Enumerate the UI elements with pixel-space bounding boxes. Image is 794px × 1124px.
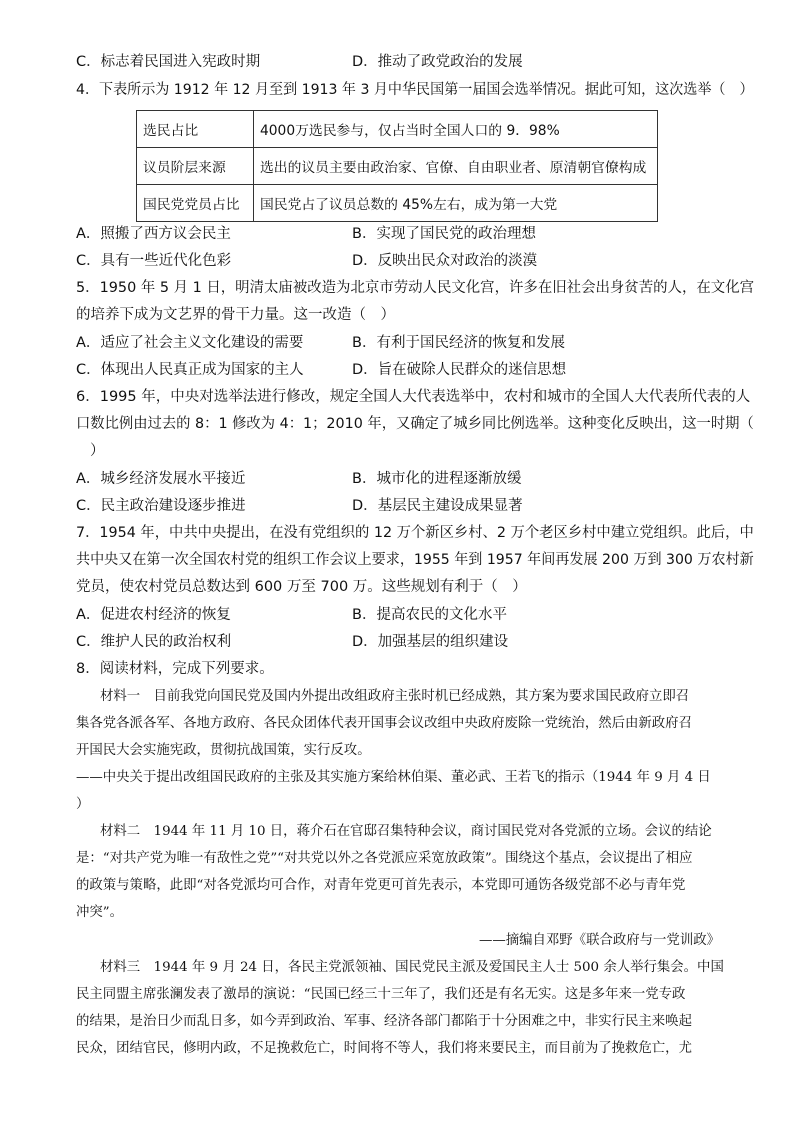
material-1-source-line2: ） xyxy=(76,797,90,812)
q4-option-d: D．反映出民众对政治的淡漠 xyxy=(352,253,538,269)
material-3-line4: 民众，团结官民，修明内政，不足挽救危亡，时间将不等人，我们将来要民主，而目前为了挽救危亡，尤 xyxy=(76,1041,692,1056)
table-row xyxy=(137,148,658,185)
material-3-line3: 的结果，是治日少而乱日多，如今弄到政治、军事、经济各部门都陷于十分困难之中，非实行民主来唤起 xyxy=(76,1014,692,1029)
material-1-source-line1: ——中央关于提出改组国民政府的主张及其实施方案给林伯渠、董必武、王若飞的指示（1944 年 9 月 4 日 xyxy=(76,770,711,785)
q4-option-c: C．具有一些近代化色彩 xyxy=(76,253,232,269)
table-row xyxy=(137,185,658,222)
q5-stem-line2: 的培养下成为文艺界的骨干力量。这一改造（ ） xyxy=(76,307,395,323)
q7-option-d: D．加强基层的组织建设 xyxy=(352,634,509,650)
material-3-line2: 民主同盟主席张澜发表了激昂的演说：“民国已经三十三年了，我们还是有名无实。这是多年来一党专政 xyxy=(76,987,686,1002)
material-1-line1: 材料一 目前我党向国民党及国内外提出改组政府主张时机已经成熟，其方案为要求国民政府立即召 xyxy=(100,689,690,704)
q6-option-c: C．民主政治建设逐步推进 xyxy=(76,498,246,514)
q7-stem-line2: 共中央又在第一次全国农村党的组织工作会议上要求，1955 年到 1957 年间再发展 200 万到 300 万农村新 xyxy=(76,552,754,568)
material-1-line3: 开国民大会实施宪政，贯彻抗战国策，实行反攻。 xyxy=(76,743,371,758)
table-cell-value: 4000万选民参与，仅占当时全国人口的 9．98% xyxy=(254,111,658,148)
q5-option-b: B．有利于国民经济的恢复和发展 xyxy=(352,335,565,351)
q6-stem-line2: 口数比例由过去的 8：1 修改为 4：1；2010 年，又确定了城乡同比例选举。这种变化反映出，这一时期（ xyxy=(76,416,754,432)
q6-option-a: A．城乡经济发展水平接近 xyxy=(76,471,246,487)
q3-option-c: C．标志着民国进入宪政时期 xyxy=(76,54,261,70)
material-3-line1: 材料三 1944 年 9 月 24 日，各民主党派领袖、国民党民主派及爱国民主人士 500 余人举行集会。中国 xyxy=(100,960,724,975)
table-cell-value: 选出的议员主要由政治家、官僚、自由职业者、原清朝官僚构成 xyxy=(254,148,658,185)
material-2-line1: 材料二 1944 年 11 月 10 日，蒋介石在官邸召集特种会议，商讨国民党对各党派的立场。会议的结论 xyxy=(100,824,712,839)
q7-stem-line1: 7．1954 年，中共中央提出，在没有党组织的 12 万个新区乡村、2 万个老区乡村中建立党组织。此后，中 xyxy=(76,525,754,541)
q7-stem-line3: 党员，使农村党员总数达到 600 万至 700 万。这些规划有利于（ ） xyxy=(76,579,527,595)
q5-option-d: D．旨在破除人民群众的迷信思想 xyxy=(352,362,567,378)
q6-option-b: B．城市化的进程逐渐放缓 xyxy=(352,471,522,487)
q4-stem: 4．下表所示为 1912 年 12 月至到 1913 年 3 月中华民国第一届国会选举情况。据此可知，这次选举（ ） xyxy=(76,82,754,98)
q5-stem-line1: 5．1950 年 5 月 1 日，明清太庙被改造为北京市劳动人民文化宫，许多在旧社会出身贫苦的人，在文化宫 xyxy=(76,280,755,296)
table-cell-label: 选民占比 xyxy=(137,111,254,148)
q4-option-b: B．实现了国民党的政治理想 xyxy=(352,226,536,242)
q8-stem: 8．阅读材料，完成下列要求。 xyxy=(76,661,274,677)
material-2-line3: 的政策与策略，此即“对各党派均可合作，对青年党更可首先表示，本党即可通饬各级党部不必与青年党 xyxy=(76,878,686,893)
table-row xyxy=(137,111,658,148)
q7-option-a: A．促进农村经济的恢复 xyxy=(76,607,231,623)
material-2-line4: 冲突”。 xyxy=(76,905,124,920)
q7-option-c: C．维护人民的政治权利 xyxy=(76,634,232,650)
table-cell-label: 议员阶层来源 xyxy=(137,148,254,185)
q3-option-d: D．推动了政党政治的发展 xyxy=(352,54,523,70)
material-2-source: ——摘编自邓野《联合政府与一党训政》 xyxy=(478,933,720,948)
q7-option-b: B．提高农民的文化水平 xyxy=(352,607,507,623)
material-2-line2: 是：“对共产党为唯一有敌性之党”“对共党以外之各党派应采宽放政策”。围绕这个基点，会议提出了相应 xyxy=(76,851,693,866)
q6-option-d: D．基层民主建设成果显著 xyxy=(352,498,523,514)
table-cell-value: 国民党占了议员总数的 45%左右，成为第一大党 xyxy=(254,185,658,222)
q5-option-a: A．适应了社会主义文化建设的需要 xyxy=(76,335,304,351)
q6-stem-line1: 6．1995 年，中央对选举法进行修改，规定全国人大代表选举中，农村和城市的全国人大代表所代表的人 xyxy=(76,389,751,405)
material-1-line2: 集各党各派各军、各地方政府、各民众团体代表开国事会议改组中央政府废除一党统治，然后由新政府召 xyxy=(76,716,692,731)
q6-stem-line3: ） xyxy=(90,443,105,459)
q4-option-a: A．照搬了西方议会民主 xyxy=(76,226,231,242)
q4-election-table xyxy=(136,110,658,222)
q5-option-c: C．体现出人民真正成为国家的主人 xyxy=(76,362,304,378)
table-cell-label: 国民党党员占比 xyxy=(137,185,254,222)
